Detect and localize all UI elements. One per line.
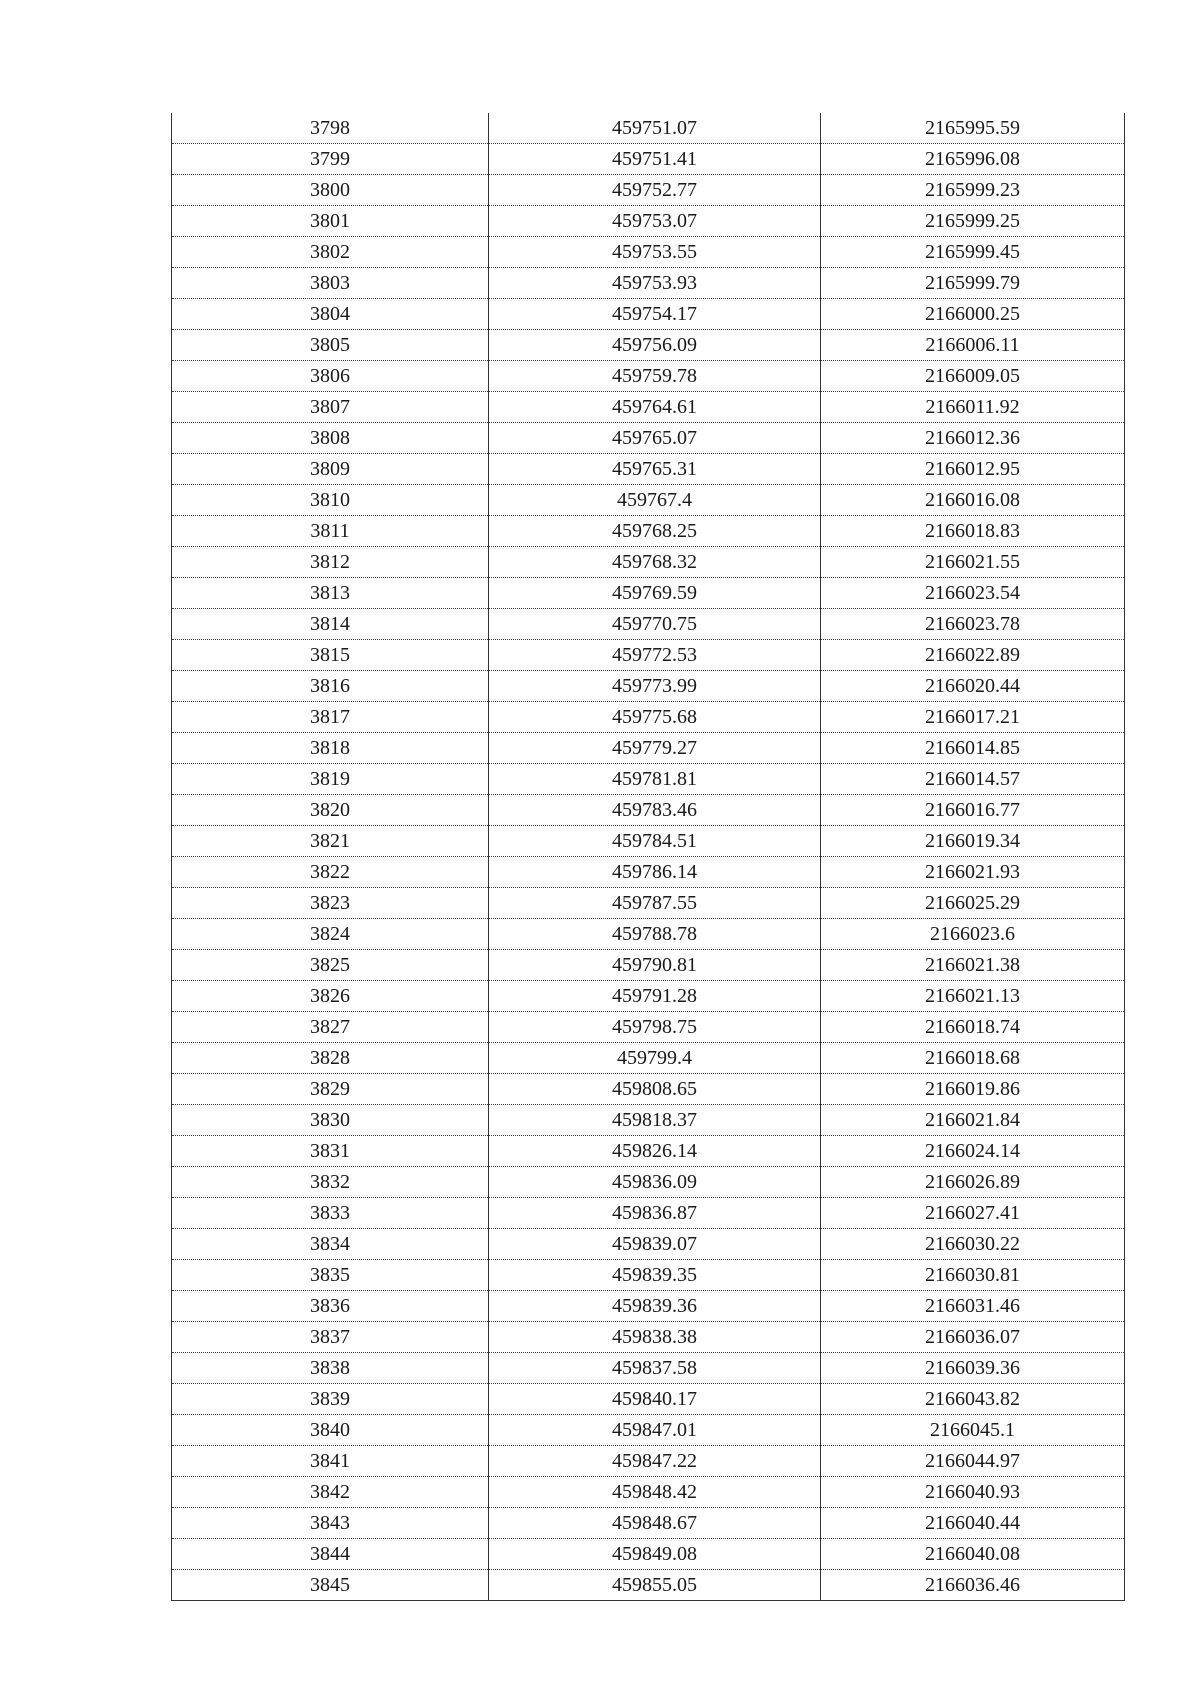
table-row xyxy=(172,1198,1125,1229)
point-number-cell: 3818 xyxy=(172,733,489,764)
point-number-cell: 3817 xyxy=(172,702,489,733)
point-number-cell: 3805 xyxy=(172,330,489,361)
x-coordinate-cell: 459765.31 xyxy=(489,454,821,485)
x-coordinate-cell: 459784.51 xyxy=(489,826,821,857)
table-row xyxy=(172,671,1125,702)
table-row xyxy=(172,1570,1125,1601)
x-coordinate-cell: 459839.35 xyxy=(489,1260,821,1291)
x-coordinate-cell: 459826.14 xyxy=(489,1136,821,1167)
table-row xyxy=(172,1260,1125,1291)
x-coordinate-cell: 459767.4 xyxy=(489,485,821,516)
point-number-cell: 3819 xyxy=(172,764,489,795)
x-coordinate-cell: 459798.75 xyxy=(489,1012,821,1043)
point-number-cell: 3831 xyxy=(172,1136,489,1167)
point-number-cell: 3832 xyxy=(172,1167,489,1198)
y-coordinate-cell: 2166026.89 xyxy=(821,1167,1125,1198)
y-coordinate-cell: 2166016.08 xyxy=(821,485,1125,516)
point-number-cell: 3820 xyxy=(172,795,489,826)
y-coordinate-cell: 2166012.36 xyxy=(821,423,1125,454)
point-number-cell: 3836 xyxy=(172,1291,489,1322)
x-coordinate-cell: 459781.81 xyxy=(489,764,821,795)
y-coordinate-cell: 2166014.57 xyxy=(821,764,1125,795)
x-coordinate-cell: 459848.42 xyxy=(489,1477,821,1508)
point-number-cell: 3821 xyxy=(172,826,489,857)
x-coordinate-cell: 459839.36 xyxy=(489,1291,821,1322)
point-number-cell: 3798 xyxy=(172,113,489,144)
x-coordinate-cell: 459751.41 xyxy=(489,144,821,175)
x-coordinate-cell: 459839.07 xyxy=(489,1229,821,1260)
point-number-cell: 3800 xyxy=(172,175,489,206)
x-coordinate-cell: 459786.14 xyxy=(489,857,821,888)
x-coordinate-cell: 459799.4 xyxy=(489,1043,821,1074)
y-coordinate-cell: 2166000.25 xyxy=(821,299,1125,330)
point-number-cell: 3829 xyxy=(172,1074,489,1105)
point-number-cell: 3803 xyxy=(172,268,489,299)
point-number-cell: 3824 xyxy=(172,919,489,950)
table-row xyxy=(172,764,1125,795)
y-coordinate-cell: 2166044.97 xyxy=(821,1446,1125,1477)
y-coordinate-cell: 2166036.46 xyxy=(821,1570,1125,1601)
point-number-cell: 3834 xyxy=(172,1229,489,1260)
table-row xyxy=(172,206,1125,237)
table-row xyxy=(172,981,1125,1012)
y-coordinate-cell: 2166017.21 xyxy=(821,702,1125,733)
y-coordinate-cell: 2165996.08 xyxy=(821,144,1125,175)
point-number-cell: 3823 xyxy=(172,888,489,919)
point-number-cell: 3833 xyxy=(172,1198,489,1229)
x-coordinate-cell: 459837.58 xyxy=(489,1353,821,1384)
point-number-cell: 3802 xyxy=(172,237,489,268)
y-coordinate-cell: 2166021.93 xyxy=(821,857,1125,888)
x-coordinate-cell: 459772.53 xyxy=(489,640,821,671)
table-row xyxy=(172,609,1125,640)
y-coordinate-cell: 2166021.84 xyxy=(821,1105,1125,1136)
x-coordinate-cell: 459753.07 xyxy=(489,206,821,237)
table-row xyxy=(172,423,1125,454)
point-number-cell: 3844 xyxy=(172,1539,489,1570)
x-coordinate-cell: 459754.17 xyxy=(489,299,821,330)
x-coordinate-cell: 459840.17 xyxy=(489,1384,821,1415)
x-coordinate-cell: 459836.87 xyxy=(489,1198,821,1229)
y-coordinate-cell: 2165999.25 xyxy=(821,206,1125,237)
point-number-cell: 3825 xyxy=(172,950,489,981)
x-coordinate-cell: 459847.01 xyxy=(489,1415,821,1446)
point-number-cell: 3827 xyxy=(172,1012,489,1043)
table-row xyxy=(172,1508,1125,1539)
x-coordinate-cell: 459753.93 xyxy=(489,268,821,299)
point-number-cell: 3806 xyxy=(172,361,489,392)
point-number-cell: 3812 xyxy=(172,547,489,578)
table-row xyxy=(172,1539,1125,1570)
x-coordinate-cell: 459775.68 xyxy=(489,702,821,733)
table-row xyxy=(172,392,1125,423)
y-coordinate-cell: 2166023.54 xyxy=(821,578,1125,609)
y-coordinate-cell: 2166022.89 xyxy=(821,640,1125,671)
table-row xyxy=(172,1415,1125,1446)
x-coordinate-cell: 459848.67 xyxy=(489,1508,821,1539)
y-coordinate-cell: 2166014.85 xyxy=(821,733,1125,764)
table-row xyxy=(172,237,1125,268)
x-coordinate-cell: 459779.27 xyxy=(489,733,821,764)
y-coordinate-cell: 2166040.08 xyxy=(821,1539,1125,1570)
y-coordinate-cell: 2166016.77 xyxy=(821,795,1125,826)
table-row xyxy=(172,516,1125,547)
table-row xyxy=(172,268,1125,299)
point-number-cell: 3807 xyxy=(172,392,489,423)
coordinate-table-body xyxy=(172,113,1125,1601)
point-number-cell: 3809 xyxy=(172,454,489,485)
point-number-cell: 3811 xyxy=(172,516,489,547)
table-row xyxy=(172,826,1125,857)
table-row xyxy=(172,1384,1125,1415)
point-number-cell: 3845 xyxy=(172,1570,489,1601)
x-coordinate-cell: 459788.78 xyxy=(489,919,821,950)
table-row xyxy=(172,857,1125,888)
point-number-cell: 3830 xyxy=(172,1105,489,1136)
table-row xyxy=(172,578,1125,609)
point-number-cell: 3843 xyxy=(172,1508,489,1539)
point-number-cell: 3799 xyxy=(172,144,489,175)
point-number-cell: 3804 xyxy=(172,299,489,330)
x-coordinate-cell: 459769.59 xyxy=(489,578,821,609)
table-row xyxy=(172,175,1125,206)
y-coordinate-cell: 2166020.44 xyxy=(821,671,1125,702)
x-coordinate-cell: 459808.65 xyxy=(489,1074,821,1105)
y-coordinate-cell: 2166012.95 xyxy=(821,454,1125,485)
y-coordinate-cell: 2166043.82 xyxy=(821,1384,1125,1415)
table-row xyxy=(172,1136,1125,1167)
y-coordinate-cell: 2166027.41 xyxy=(821,1198,1125,1229)
x-coordinate-cell: 459765.07 xyxy=(489,423,821,454)
y-coordinate-cell: 2165999.23 xyxy=(821,175,1125,206)
point-number-cell: 3835 xyxy=(172,1260,489,1291)
y-coordinate-cell: 2166006.11 xyxy=(821,330,1125,361)
table-row xyxy=(172,1105,1125,1136)
y-coordinate-cell: 2166023.6 xyxy=(821,919,1125,950)
y-coordinate-cell: 2166021.13 xyxy=(821,981,1125,1012)
x-coordinate-cell: 459773.99 xyxy=(489,671,821,702)
y-coordinate-cell: 2166011.92 xyxy=(821,392,1125,423)
point-number-cell: 3816 xyxy=(172,671,489,702)
table-row xyxy=(172,640,1125,671)
x-coordinate-cell: 459751.07 xyxy=(489,113,821,144)
point-number-cell: 3801 xyxy=(172,206,489,237)
x-coordinate-cell: 459791.28 xyxy=(489,981,821,1012)
point-number-cell: 3841 xyxy=(172,1446,489,1477)
table-row xyxy=(172,1322,1125,1353)
table-row xyxy=(172,1446,1125,1477)
y-coordinate-cell: 2166030.81 xyxy=(821,1260,1125,1291)
y-coordinate-cell: 2166009.05 xyxy=(821,361,1125,392)
x-coordinate-cell: 459753.55 xyxy=(489,237,821,268)
table-row xyxy=(172,1291,1125,1322)
table-row xyxy=(172,1074,1125,1105)
point-number-cell: 3822 xyxy=(172,857,489,888)
point-number-cell: 3814 xyxy=(172,609,489,640)
point-number-cell: 3826 xyxy=(172,981,489,1012)
x-coordinate-cell: 459752.77 xyxy=(489,175,821,206)
table-row xyxy=(172,547,1125,578)
coordinate-table xyxy=(171,113,1125,1601)
y-coordinate-cell: 2166019.34 xyxy=(821,826,1125,857)
y-coordinate-cell: 2166031.46 xyxy=(821,1291,1125,1322)
point-number-cell: 3808 xyxy=(172,423,489,454)
y-coordinate-cell: 2166018.83 xyxy=(821,516,1125,547)
x-coordinate-cell: 459770.75 xyxy=(489,609,821,640)
x-coordinate-cell: 459818.37 xyxy=(489,1105,821,1136)
y-coordinate-cell: 2165995.59 xyxy=(821,113,1125,144)
y-coordinate-cell: 2166030.22 xyxy=(821,1229,1125,1260)
point-number-cell: 3810 xyxy=(172,485,489,516)
table-row xyxy=(172,733,1125,764)
y-coordinate-cell: 2166025.29 xyxy=(821,888,1125,919)
y-coordinate-cell: 2166023.78 xyxy=(821,609,1125,640)
table-row xyxy=(172,144,1125,175)
table-row xyxy=(172,950,1125,981)
y-coordinate-cell: 2166024.14 xyxy=(821,1136,1125,1167)
table-row xyxy=(172,113,1125,144)
table-row xyxy=(172,454,1125,485)
point-number-cell: 3837 xyxy=(172,1322,489,1353)
table-row xyxy=(172,1012,1125,1043)
x-coordinate-cell: 459764.61 xyxy=(489,392,821,423)
x-coordinate-cell: 459756.09 xyxy=(489,330,821,361)
y-coordinate-cell: 2166021.38 xyxy=(821,950,1125,981)
y-coordinate-cell: 2165999.45 xyxy=(821,237,1125,268)
table-row xyxy=(172,485,1125,516)
x-coordinate-cell: 459836.09 xyxy=(489,1167,821,1198)
y-coordinate-cell: 2166045.1 xyxy=(821,1415,1125,1446)
y-coordinate-cell: 2166040.44 xyxy=(821,1508,1125,1539)
y-coordinate-cell: 2166039.36 xyxy=(821,1353,1125,1384)
y-coordinate-cell: 2166040.93 xyxy=(821,1477,1125,1508)
table-row xyxy=(172,1353,1125,1384)
table-row xyxy=(172,1043,1125,1074)
point-number-cell: 3840 xyxy=(172,1415,489,1446)
point-number-cell: 3838 xyxy=(172,1353,489,1384)
table-row xyxy=(172,919,1125,950)
x-coordinate-cell: 459847.22 xyxy=(489,1446,821,1477)
table-row xyxy=(172,702,1125,733)
point-number-cell: 3815 xyxy=(172,640,489,671)
y-coordinate-cell: 2166018.74 xyxy=(821,1012,1125,1043)
x-coordinate-cell: 459783.46 xyxy=(489,795,821,826)
table-row xyxy=(172,888,1125,919)
table-row xyxy=(172,361,1125,392)
y-coordinate-cell: 2166019.86 xyxy=(821,1074,1125,1105)
table-row xyxy=(172,1167,1125,1198)
x-coordinate-cell: 459838.38 xyxy=(489,1322,821,1353)
table-row xyxy=(172,795,1125,826)
x-coordinate-cell: 459855.05 xyxy=(489,1570,821,1601)
point-number-cell: 3842 xyxy=(172,1477,489,1508)
x-coordinate-cell: 459768.32 xyxy=(489,547,821,578)
point-number-cell: 3828 xyxy=(172,1043,489,1074)
x-coordinate-cell: 459759.78 xyxy=(489,361,821,392)
y-coordinate-cell: 2166021.55 xyxy=(821,547,1125,578)
point-number-cell: 3813 xyxy=(172,578,489,609)
table-row xyxy=(172,1229,1125,1260)
table-row xyxy=(172,330,1125,361)
y-coordinate-cell: 2166018.68 xyxy=(821,1043,1125,1074)
y-coordinate-cell: 2165999.79 xyxy=(821,268,1125,299)
point-number-cell: 3839 xyxy=(172,1384,489,1415)
x-coordinate-cell: 459849.08 xyxy=(489,1539,821,1570)
x-coordinate-cell: 459790.81 xyxy=(489,950,821,981)
x-coordinate-cell: 459768.25 xyxy=(489,516,821,547)
x-coordinate-cell: 459787.55 xyxy=(489,888,821,919)
table-row xyxy=(172,1477,1125,1508)
y-coordinate-cell: 2166036.07 xyxy=(821,1322,1125,1353)
table-row xyxy=(172,299,1125,330)
